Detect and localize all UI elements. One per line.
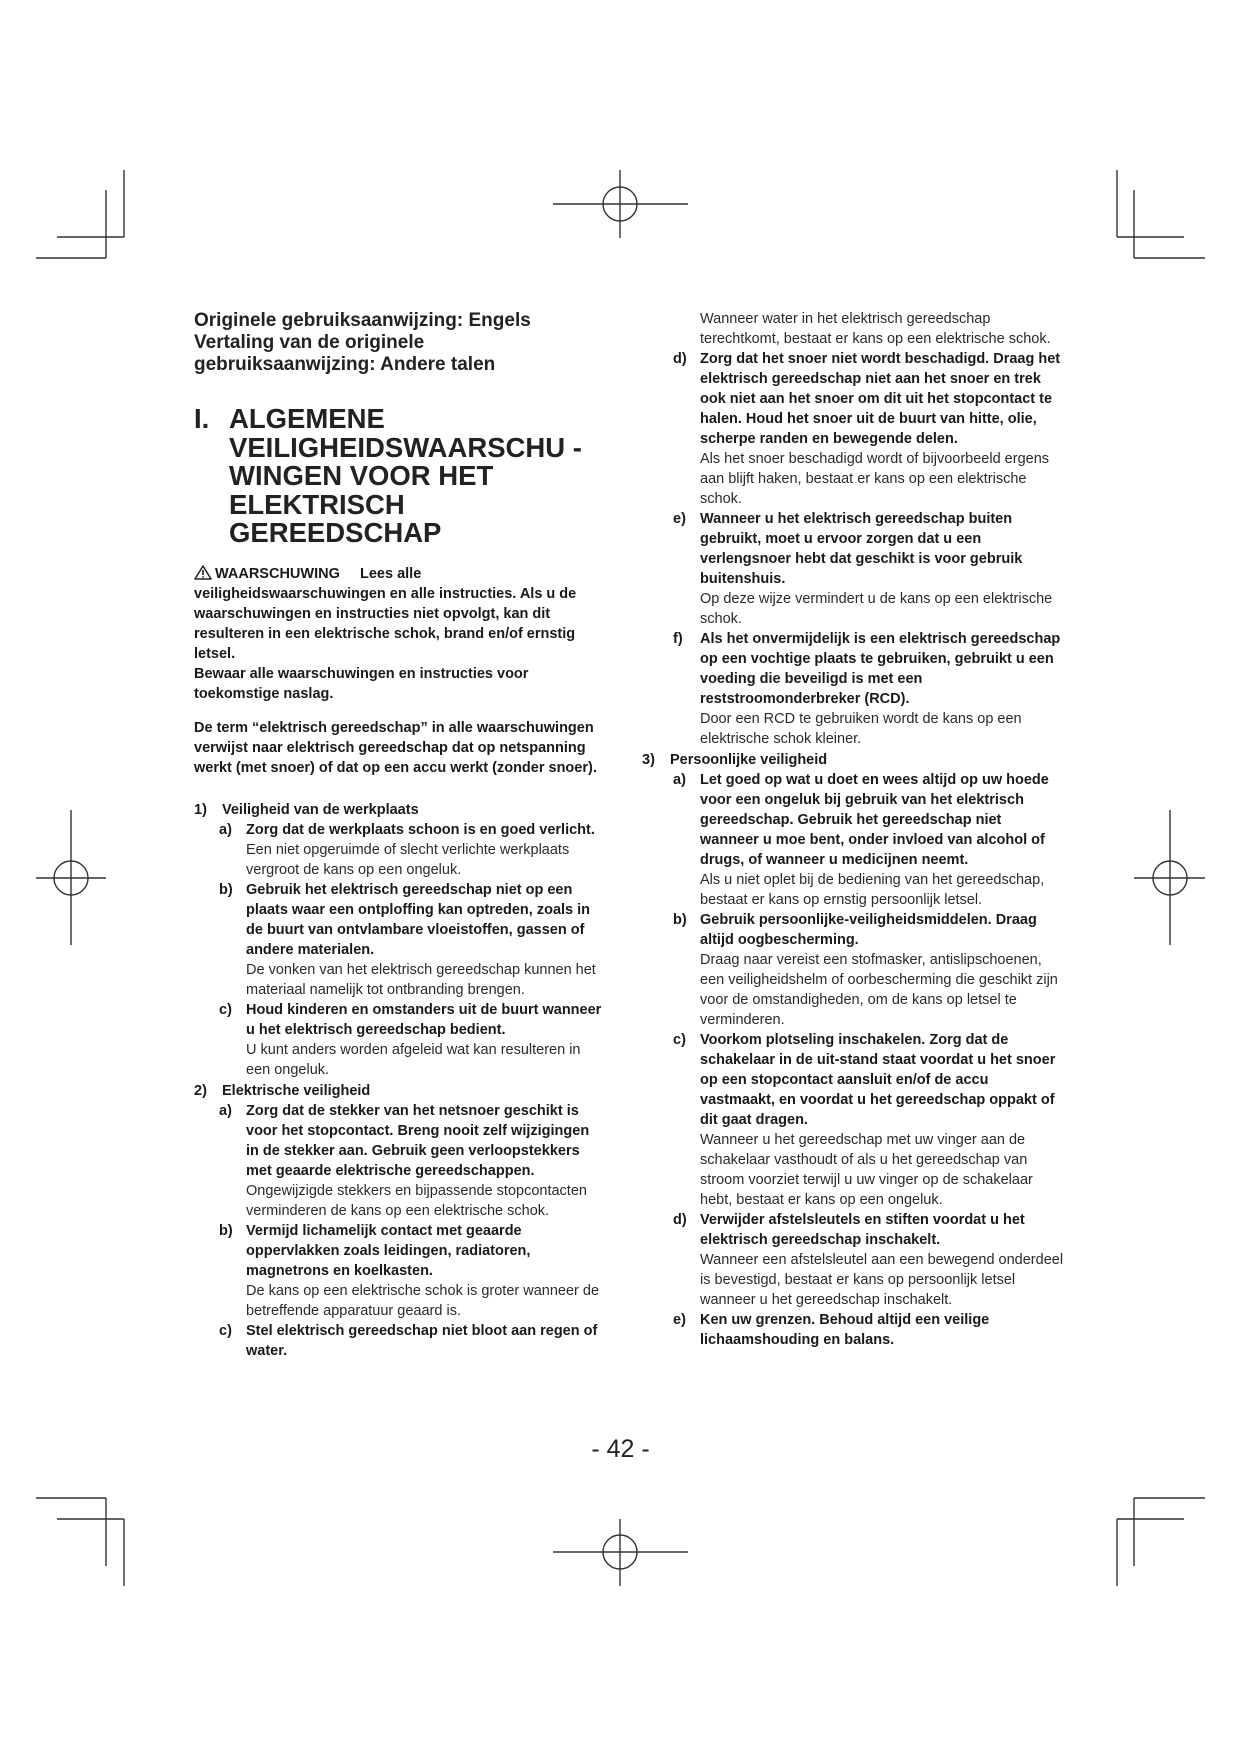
item-desc: Wanneer water in het elektrisch gereedschap terechtkomt, bestaat er kans op een elektrische schok. bbox=[700, 311, 1051, 347]
list-item bbox=[219, 1321, 604, 1361]
right-column bbox=[642, 309, 1064, 1350]
group-title: Persoonlijke veiligheid bbox=[670, 752, 828, 768]
group-number: 3) bbox=[642, 752, 655, 768]
item-heading: Voorkom plotseling inschakelen. Zorg dat de schakelaar in de uit-stand staat voordat u het snoer op een stopcontact aansluit en/of de accu vastmaakt, en voordat u het gereedschap oppakt of dit gaat dragen. bbox=[700, 1032, 1056, 1128]
item-heading: Verwijder afstelsleutels en stiften voordat u het elektrisch gereedschap inschakelt. bbox=[700, 1212, 1025, 1248]
item-letter: a) bbox=[219, 821, 232, 838]
item-letter: c) bbox=[673, 1032, 686, 1048]
section-number: I. bbox=[194, 403, 210, 434]
item-heading: Houd kinderen en omstanders uit de buurt wanneer u het elektrisch gereedschap bedient. bbox=[246, 1001, 602, 1038]
list-item bbox=[673, 1030, 1064, 1210]
warning-label: WAARSCHUWING bbox=[215, 565, 340, 582]
item-heading: Gebruik het elektrisch gereedschap niet op een plaats waar een ontploffing kan optreden, zoals in de buurt van ontvlambare vloeistoffen, gassen of andere materialen. bbox=[246, 881, 591, 958]
item-heading: Let goed op wat u doet en wees altijd op uw hoede voor een ongeluk bij gebruik van het elektrisch gereedschap. Gebruik het gereedschap niet wanneer u moe bent, onder invloed van alcohol of drugs, of wanneer u medicijnen neemt. bbox=[700, 772, 1049, 868]
header-line: Vertaling van de originele bbox=[194, 332, 425, 353]
item-letter: d) bbox=[673, 351, 687, 367]
section-title-text: ALGEMENE VEILIGHEIDSWAARSCHU - WINGEN VOOR HET ELEKTRISCH GEREEDSCHAP bbox=[229, 403, 582, 549]
item-heading: Zorg dat de werkplaats schoon is en goed verlicht. bbox=[246, 821, 595, 838]
item-heading: Wanneer u het elektrisch gereedschap buiten gebruikt, moet u ervoor zorgen dat u een verlengsnoer hebt dat geschikt is voor gebruik buitenshuis. bbox=[700, 511, 1023, 587]
item-desc: U kunt anders worden afgeleid wat kan resulteren in een ongeluk. bbox=[246, 1041, 581, 1078]
term-definition: De term “elektrisch gereedschap” in alle waarschuwingen verwijst naar elektrisch gereedschap dat op netspanning werkt (met snoer) of dat op een accu werkt (zonder snoer). bbox=[194, 719, 597, 776]
list-item bbox=[673, 629, 1064, 749]
list-item bbox=[673, 770, 1064, 910]
list-item bbox=[673, 1210, 1064, 1310]
item-heading: Stel elektrisch gereedschap niet bloot aan regen of water. bbox=[246, 1322, 598, 1359]
item-desc: Als het snoer beschadigd wordt of bijvoorbeeld ergens aan blijft haken, bestaat er kans op een elektrische schok. bbox=[700, 451, 1050, 507]
warning-save: Bewaar alle waarschuwingen en instructies voor toekomstige naslag. bbox=[194, 665, 529, 702]
item-letter: b) bbox=[673, 912, 687, 928]
page-number: - 42 - bbox=[591, 1435, 650, 1463]
list-item bbox=[219, 820, 604, 880]
item-letter: c) bbox=[219, 1001, 232, 1018]
item-desc: Als u niet oplet bij de bediening van het gereedschap, bestaat er kans op ernstig persoonlijk letsel. bbox=[700, 872, 1045, 908]
item-heading: Als het onvermijdelijk is een elektrisch gereedschap op een vochtige plaats te gebruiken, gebruikt u een voeding die beveiligd is met een reststroomonderbreker (RCD). bbox=[700, 631, 1061, 707]
left-column bbox=[194, 310, 604, 1361]
list-item bbox=[219, 880, 604, 1000]
group-heading bbox=[194, 1081, 604, 1101]
item-heading: Zorg dat de stekker van het netsnoer geschikt is voor het stopcontact. Breng nooit zelf wijzigingen in de stekker aan. Gebruik geen verloopstekkers met geaarde elektrische gereedschappen. bbox=[246, 1102, 590, 1179]
group-number: 1) bbox=[194, 801, 207, 818]
group-heading bbox=[642, 750, 1064, 770]
item-desc: Op deze wijze vermindert u de kans op een elektrische schok. bbox=[700, 591, 1053, 627]
item-letter: c) bbox=[219, 1322, 232, 1339]
item-heading: Zorg dat het snoer niet wordt beschadigd. Draag het elektrisch gereedschap niet aan het snoer en trek ook niet aan het snoer om dit uit het stopcontact te halen. Houd het snoer uit de buurt van hitte, olie, scherpe randen en bewegende delen. bbox=[700, 351, 1061, 447]
item-letter: a) bbox=[673, 772, 686, 788]
list-item bbox=[673, 1310, 1064, 1350]
document-header bbox=[194, 310, 604, 376]
item-letter: b) bbox=[219, 881, 233, 898]
item-desc: Wanneer u het gereedschap met uw vinger aan de schakelaar vasthoudt of als u het gereedschap van stroom voorziet terwijl u uw vinger op de schakelaar hebt, bestaat er kans op een ongeluk. bbox=[700, 1132, 1033, 1208]
item-letter: b) bbox=[219, 1222, 233, 1239]
item-desc: De vonken van het elektrisch gereedschap kunnen het materiaal namelijk tot ontbranding brengen. bbox=[246, 961, 596, 998]
item-desc: Een niet opgeruimde of slecht verlichte werkplaats vergroot de kans op een ongeluk. bbox=[246, 841, 570, 878]
list-item bbox=[219, 1000, 604, 1080]
list-item bbox=[219, 1101, 604, 1221]
section-title bbox=[194, 405, 604, 548]
item-letter: a) bbox=[219, 1102, 232, 1119]
item-desc: Draag naar vereist een stofmasker, antislipschoenen, een veiligheidshelm of oorbescherming die geschikt zijn voor de omstandigheden, om de kans op letsel te verminderen. bbox=[700, 952, 1058, 1028]
list-item bbox=[673, 349, 1064, 509]
item-desc: Ongewijzigde stekkers en bijpassende stopcontacten verminderen de kans op een elektrische schok. bbox=[246, 1182, 587, 1219]
item-desc: De kans op een elektrische schok is groter wanneer de betreffende apparatuur geaard is. bbox=[246, 1282, 600, 1319]
item-desc: Wanneer een afstelsleutel aan een bewegend onderdeel is bevestigd, bestaat er kans op persoonlijk letsel wanneer u het gereedschap inschakelt. bbox=[700, 1252, 1064, 1308]
warning-triangle-icon bbox=[194, 565, 212, 580]
item-heading: Ken uw grenzen. Behoud altijd een veilige lichaamshouding en balans. bbox=[700, 1312, 990, 1348]
list-item bbox=[673, 910, 1064, 1030]
item-letter: f) bbox=[673, 631, 683, 647]
group-number: 2) bbox=[194, 1082, 207, 1099]
group-title: Veiligheid van de werkplaats bbox=[222, 801, 419, 818]
group-title: Elektrische veiligheid bbox=[222, 1082, 371, 1099]
header-line: Originele gebruiksaanwijzing: Engels bbox=[194, 310, 531, 331]
list-item bbox=[673, 509, 1064, 629]
warning-block bbox=[194, 564, 604, 704]
warning-text: Lees alle veiligheidswaarschuwingen en alle instructies. Als u de waarschuwingen en instructies niet opvolgt, kan dit resulteren in een elektrische schok, brand en/of ernstig letsel. bbox=[194, 565, 577, 662]
item-heading: Gebruik persoonlijke-veiligheidsmiddelen. Draag altijd oogbescherming. bbox=[700, 912, 1037, 948]
group-heading bbox=[194, 800, 604, 820]
item-heading: Vermijd lichamelijk contact met geaarde oppervlakken zoals leidingen, radiatoren, magnetrons en koelkasten. bbox=[246, 1222, 531, 1279]
list-item-continued bbox=[673, 309, 1064, 349]
item-letter: d) bbox=[673, 1212, 687, 1228]
item-letter: e) bbox=[673, 511, 686, 527]
item-desc: Door een RCD te gebruiken wordt de kans op een elektrische schok kleiner. bbox=[700, 711, 1022, 747]
item-letter: e) bbox=[673, 1312, 686, 1328]
list-item bbox=[219, 1221, 604, 1321]
header-line: gebruiksaanwijzing: Andere talen bbox=[194, 354, 496, 375]
